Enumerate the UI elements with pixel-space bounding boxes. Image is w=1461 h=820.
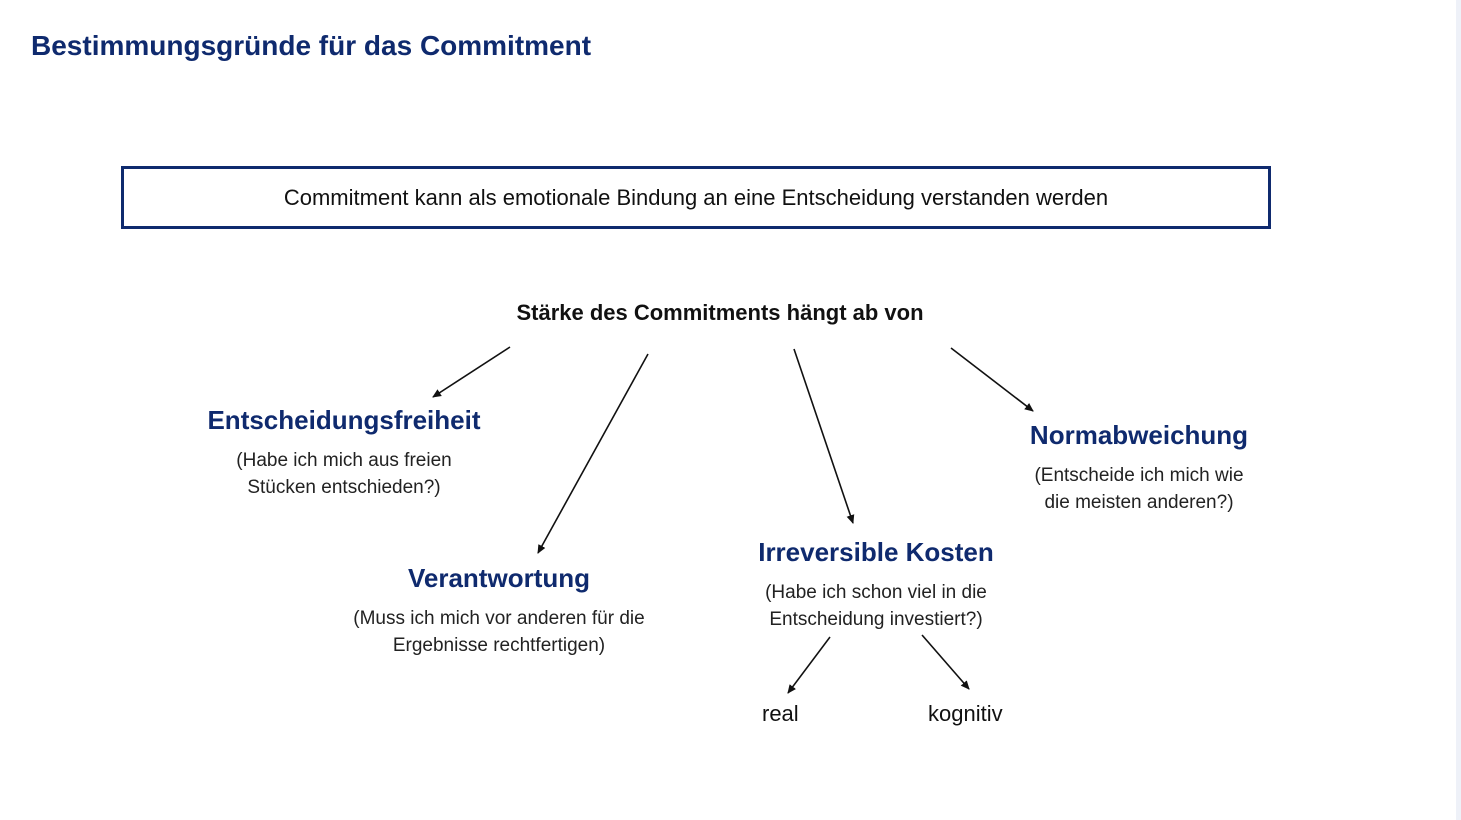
factor-description-line: Ergebnisse rechtfertigen) [392,635,606,656]
factor-irreversible-kosten [716,537,1036,633]
factor-description-line: Stücken entschieden?) [247,477,441,498]
central-label: Stärke des Commitments hängt ab von [516,300,924,325]
arrow-to-verantwortung [538,354,648,553]
factor-description-line: (Habe ich mich aus freien [236,450,452,471]
factor-description-line: (Muss ich mich vor anderen für die [353,608,645,629]
factor-description [716,579,1036,633]
factor-entscheidungsfreiheit [174,405,514,501]
factor-description-line: Entscheidung investiert?) [769,609,983,630]
arrow-to-irreversible-kosten [794,349,853,523]
arrow-to-normabweichung [951,348,1033,411]
factor-normabweichung [999,420,1279,516]
slide-title: Bestimmungsgründe für das Commitment [31,30,592,61]
arrow-to-kognitiv [922,635,969,689]
definition-text: Commitment kann als emotionale Bindung an eine Entscheidung verstanden werden [283,184,1109,210]
factor-description-line: die meisten anderen?) [1044,492,1234,513]
factor-verantwortung [309,563,689,659]
factor-title: Entscheidungsfreiheit [207,405,481,435]
factor-description [999,462,1279,516]
factor-description-line: (Entscheide ich mich wie [1034,465,1244,486]
factor-description [174,447,514,501]
factor-title: Irreversible Kosten [758,537,994,567]
arrow-to-real [788,637,830,693]
factor-title: Verantwortung [407,563,590,593]
factor-description-line: (Habe ich schon viel in die [765,582,987,603]
cost-type-kognitiv: kognitiv [928,701,1003,726]
arrow-to-entscheidungsfreiheit [433,347,510,397]
cost-type-real: real [762,701,799,726]
factor-title: Normabweichung [1029,420,1249,450]
factor-description [309,605,689,659]
